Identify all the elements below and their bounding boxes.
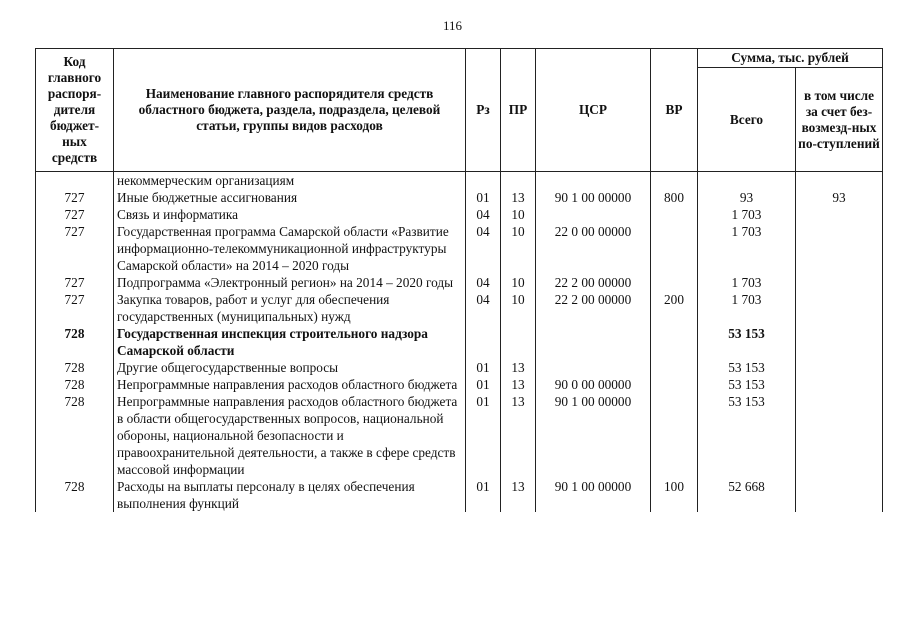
row-total: 1 703 bbox=[698, 206, 796, 223]
row-rz: 04 bbox=[466, 291, 501, 325]
row-pr: 10 bbox=[501, 291, 536, 325]
row-incl: 93 bbox=[796, 189, 883, 206]
row-incl bbox=[796, 206, 883, 223]
row-incl bbox=[796, 172, 883, 190]
row-csr bbox=[536, 359, 651, 376]
header-pr: ПР bbox=[501, 49, 536, 172]
row-name: Государственная инспекция строительного надзора Самарской области bbox=[114, 325, 466, 359]
row-code: 727 bbox=[36, 223, 114, 274]
row-incl bbox=[796, 325, 883, 359]
row-rz: 04 bbox=[466, 206, 501, 223]
row-vr: 800 bbox=[651, 189, 698, 206]
row-rz bbox=[466, 172, 501, 190]
row-total: 1 703 bbox=[698, 274, 796, 291]
row-total: 1 703 bbox=[698, 223, 796, 274]
row-pr: 13 bbox=[501, 393, 536, 478]
row-vr bbox=[651, 325, 698, 359]
row-rz: 01 bbox=[466, 359, 501, 376]
row-vr bbox=[651, 172, 698, 190]
row-total: 52 668 bbox=[698, 478, 796, 512]
row-rz: 01 bbox=[466, 393, 501, 478]
row-incl bbox=[796, 274, 883, 291]
row-csr: 22 2 00 00000 bbox=[536, 274, 651, 291]
row-vr: 200 bbox=[651, 291, 698, 325]
row-rz: 01 bbox=[466, 189, 501, 206]
row-name: Закупка товаров, работ и услуг для обеспечения государственных (муниципальных) нужд bbox=[114, 291, 466, 325]
row-csr: 90 1 00 00000 bbox=[536, 478, 651, 512]
row-csr: 90 1 00 00000 bbox=[536, 393, 651, 478]
row-total: 53 153 bbox=[698, 393, 796, 478]
table-row bbox=[36, 172, 883, 190]
row-name: некоммерческим организациям bbox=[114, 172, 466, 190]
table-row bbox=[36, 223, 883, 274]
row-pr: 10 bbox=[501, 274, 536, 291]
header-rz: Рз bbox=[466, 49, 501, 172]
row-name: Расходы на выплаты персоналу в целях обеспечения выполнения функций bbox=[114, 478, 466, 512]
row-total: 1 703 bbox=[698, 291, 796, 325]
row-name: Государственная программа Самарской области «Развитие информационно-телекоммуникационной инфраструктуры Самарской области» на 2014 – 2020 годы bbox=[114, 223, 466, 274]
row-csr: 22 0 00 00000 bbox=[536, 223, 651, 274]
table-row bbox=[36, 206, 883, 223]
row-total: 53 153 bbox=[698, 325, 796, 359]
row-vr bbox=[651, 206, 698, 223]
row-code: 728 bbox=[36, 376, 114, 393]
header-sum: Сумма, тыс. рублей bbox=[698, 49, 883, 68]
row-total: 53 153 bbox=[698, 359, 796, 376]
header-total: Всего bbox=[698, 68, 796, 172]
row-name: Связь и информатика bbox=[114, 206, 466, 223]
row-code bbox=[36, 172, 114, 190]
header-incl: в том числе за счет без-возмезд-ных по-ступлений bbox=[796, 68, 883, 172]
row-pr: 13 bbox=[501, 359, 536, 376]
row-rz: 04 bbox=[466, 274, 501, 291]
row-pr: 13 bbox=[501, 189, 536, 206]
header-vr: ВР bbox=[651, 49, 698, 172]
row-code: 727 bbox=[36, 189, 114, 206]
row-name: Иные бюджетные ассигнования bbox=[114, 189, 466, 206]
row-vr bbox=[651, 393, 698, 478]
row-rz: 01 bbox=[466, 376, 501, 393]
page-number: 116 bbox=[442, 18, 463, 33]
row-csr bbox=[536, 172, 651, 190]
row-code: 727 bbox=[36, 291, 114, 325]
row-total: 93 bbox=[698, 189, 796, 206]
table-row bbox=[36, 359, 883, 376]
row-pr: 10 bbox=[501, 206, 536, 223]
row-rz: 04 bbox=[466, 223, 501, 274]
row-code: 727 bbox=[36, 274, 114, 291]
row-csr: 90 0 00 00000 bbox=[536, 376, 651, 393]
table-row bbox=[36, 393, 883, 478]
row-name: Другие общегосударственные вопросы bbox=[114, 359, 466, 376]
row-incl bbox=[796, 359, 883, 376]
table-row bbox=[36, 189, 883, 206]
row-name: Подпрограмма «Электронный регион» на 2014 – 2020 годы bbox=[114, 274, 466, 291]
row-vr bbox=[651, 376, 698, 393]
row-code: 728 bbox=[36, 325, 114, 359]
table-row bbox=[36, 274, 883, 291]
row-incl bbox=[796, 376, 883, 393]
row-code: 728 bbox=[36, 478, 114, 512]
table-row bbox=[36, 376, 883, 393]
row-incl bbox=[796, 478, 883, 512]
table-row bbox=[36, 478, 883, 512]
row-name: Непрограммные направления расходов областного бюджета bbox=[114, 376, 466, 393]
row-rz: 01 bbox=[466, 478, 501, 512]
row-vr bbox=[651, 223, 698, 274]
budget-table bbox=[35, 48, 883, 512]
row-code: 727 bbox=[36, 206, 114, 223]
row-rz bbox=[466, 325, 501, 359]
row-code: 728 bbox=[36, 393, 114, 478]
row-vr: 100 bbox=[651, 478, 698, 512]
row-vr bbox=[651, 274, 698, 291]
row-csr bbox=[536, 325, 651, 359]
header-code: Код главного распоря-дителя бюджет-ных средств bbox=[36, 49, 114, 172]
table-row bbox=[36, 291, 883, 325]
row-csr: 22 2 00 00000 bbox=[536, 291, 651, 325]
row-total: 53 153 bbox=[698, 376, 796, 393]
row-incl bbox=[796, 393, 883, 478]
header-csr: ЦСР bbox=[536, 49, 651, 172]
table-row bbox=[36, 325, 883, 359]
row-vr bbox=[651, 359, 698, 376]
row-csr bbox=[536, 206, 651, 223]
row-pr: 13 bbox=[501, 478, 536, 512]
table-body bbox=[36, 172, 883, 513]
header-name: Наименование главного распорядителя средств областного бюджета, раздела, подраздела, целевой статьи, группы видов расходов bbox=[114, 49, 466, 172]
row-pr: 13 bbox=[501, 376, 536, 393]
row-name: Непрограммные направления расходов областного бюджета в области общегосударственных вопросов, национальной обороны, национальной безопасности и правоохранительной деятельности, а также в сфере средств массовой информации bbox=[114, 393, 466, 478]
row-code: 728 bbox=[36, 359, 114, 376]
row-total bbox=[698, 172, 796, 190]
row-pr bbox=[501, 325, 536, 359]
row-incl bbox=[796, 291, 883, 325]
row-csr: 90 1 00 00000 bbox=[536, 189, 651, 206]
row-pr bbox=[501, 172, 536, 190]
row-incl bbox=[796, 223, 883, 274]
row-pr: 10 bbox=[501, 223, 536, 274]
